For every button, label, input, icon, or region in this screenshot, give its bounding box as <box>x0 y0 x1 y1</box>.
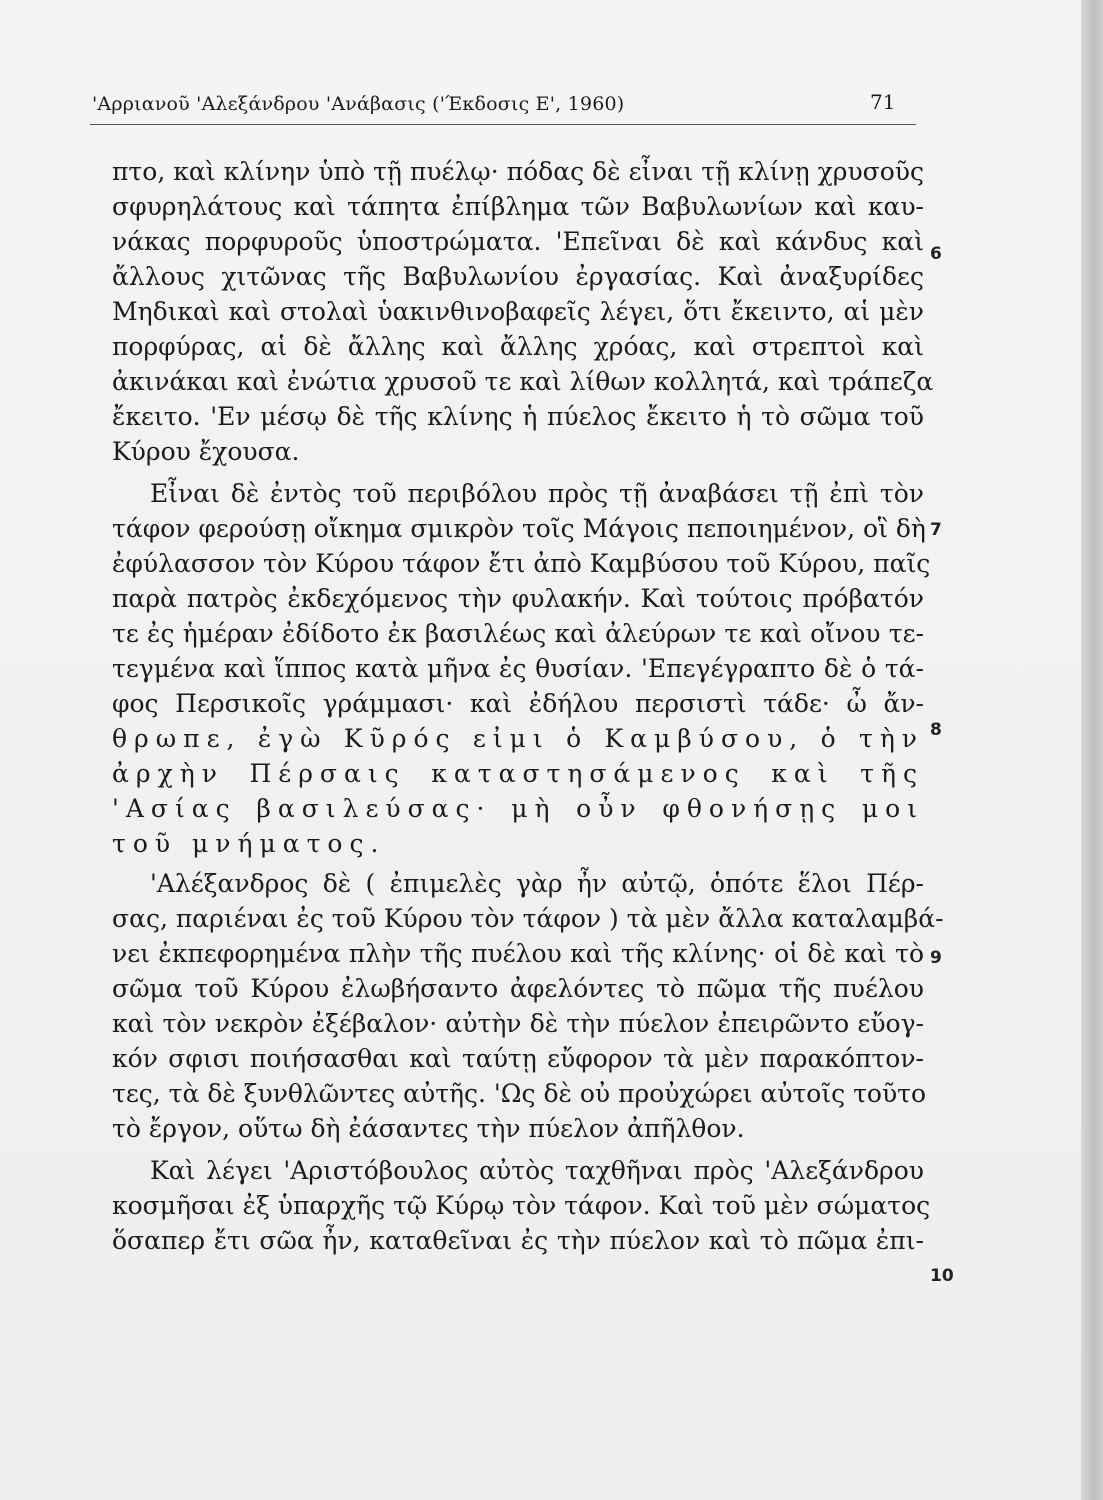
text-line: 'Αλέξανδρος δὲ ( ἐπιμελὲς γὰρ ἦν αὐτῷ, ὁπότε ἕλοι Πέρ- <box>150 869 924 898</box>
text-line: πορφύρας, αἱ δὲ ἄλλης καὶ ἄλλης χρόας, καὶ στρεπτοὶ καὶ <box>112 332 924 361</box>
text-line: τοῦ μνήματος. <box>112 829 386 858</box>
text-line: Εἶναι δὲ ἐντὸς τοῦ περιβόλου πρὸς τῇ ἀναβάσει τῇ ἐπὶ τὸν <box>150 479 924 508</box>
text-line: ὅσαπερ ἔτι σῶα ἦν, καταθεῖναι ἐς τὴν πύελον καὶ τὸ πῶμα ἐπι- <box>112 1226 924 1255</box>
section-number: 6 <box>930 244 942 264</box>
text-line: Κύρου ἔχουσα. <box>112 437 300 466</box>
text-line: πτο, καὶ κλίνην ὑπὸ τῇ πυέλῳ· πόδας δὲ εἶναι τῇ κλίνῃ χρυσοῦς <box>112 157 924 186</box>
text-line: νει ἐκπεφορημένα πλὴν τῆς πυέλου καὶ τῆς κλίνης· οἱ δὲ καὶ τὸ <box>112 939 924 968</box>
text-line: Καὶ λέγει 'Αριστόβουλος αὐτὸς ταχθῆναι πρὸς 'Αλεξάνδρου <box>150 1156 924 1185</box>
text-line: 'Ασίας βασιλεύσας· μὴ οὖν φθονήσῃς μοι <box>112 794 924 823</box>
section-number: 7 <box>930 520 942 540</box>
text-line: φος Περσικοῖς γράμμασι· καὶ ἐδήλου περσιστὶ τάδε· ὦ ἄν- <box>112 689 924 718</box>
text-line: ἀκινάκαι καὶ ἐνώτια χρυσοῦ τε καὶ λίθων κολλητά, καὶ τράπεζα <box>112 367 934 396</box>
text-line: σῶμα τοῦ Κύρου ἐλωβήσαντο ἀφελόντες τὸ πῶμα τῆς πυέλου <box>112 974 924 1003</box>
text-line: ἔκειτο. 'Εν μέσῳ δὲ τῆς κλίνης ἡ πύελος ἔκειτο ἡ τὸ σῶμα τοῦ <box>112 402 924 431</box>
text-line: ἐφύλασσον τὸν Κύρου τάφον ἔτι ἀπὸ Καμβύσου τοῦ Κύρου, παῖς <box>112 549 931 578</box>
text-line: νάκας πορφυροῦς ὑποστρώματα. 'Επεῖναι δὲ καὶ κάνδυς καὶ <box>112 227 924 256</box>
text-line: κοσμῆσαι ἐξ ὑπαρχῆς τῷ Κύρῳ τὸν τάφον. Καὶ τοῦ μὲν σώματος <box>112 1191 931 1220</box>
section-number: 9 <box>930 948 942 968</box>
header-rule <box>90 124 916 125</box>
text-line: καὶ τὸν νεκρὸν ἐξέβαλον· αὐτὴν δὲ τὴν πύελον ἐπειρῶντο εὔογ- <box>112 1009 924 1038</box>
text-line: κόν σφισι ποιήσασθαι καὶ ταύτῃ εὔφορον τὰ μὲν παρακόπτον- <box>112 1044 924 1073</box>
text-line: τες, τὰ δὲ ξυνθλῶντες αὐτῆς. 'Ως δὲ οὐ προὐχώρει αὐτοῖς τοῦτο <box>112 1079 927 1108</box>
text-line: τε ἐς ἡμέραν ἐδίδοτο ἐκ βασιλέως καὶ ἀλεύρων τε καὶ οἴνου τε- <box>112 619 924 648</box>
text-line: σφυρηλάτους καὶ τάπητα ἐπίβλημα τῶν Βαβυλωνίων καὶ καυ- <box>112 192 924 221</box>
text-line: ἀρχὴν Πέρσαις καταστησάμενος καὶ τῆς <box>112 759 924 788</box>
section-number: 8 <box>930 720 942 740</box>
running-title: 'Αρριανοῦ 'Αλεξάνδρου 'Ανάβασις ('Έκδοσις Ε', 1960) <box>92 93 625 115</box>
text-line: τεγμένα καὶ ἵππος κατὰ μῆνα ἐς θυσίαν. 'Επεγέγραπτο δὲ ὁ τά- <box>112 654 924 683</box>
page-edge-shadow <box>1081 0 1103 1500</box>
text-line: τὸ ἔργον, οὕτω δὴ ἐάσαντες τὴν πύελον ἀπῆλθον. <box>112 1114 745 1143</box>
text-line: σας, παριέναι ἐς τοῦ Κύρου τὸν τάφον ) τὰ μὲν ἄλλα καταλαμβά- <box>112 904 944 933</box>
page-number: 71 <box>870 90 896 114</box>
text-line: ἄλλους χιτῶνας τῆς Βαβυλωνίου ἐργασίας. Καὶ ἀναξυρίδες <box>112 262 924 291</box>
text-line: θρωπε, ἐγὼ Κῦρός εἰμι ὁ Καμβύσου, ὁ τὴν <box>112 724 924 753</box>
section-number: 10 <box>930 1266 954 1286</box>
text-line: τάφον φερούσῃ οἴκημα σμικρὸν τοῖς Μάγοις πεποιημένον, οἳ δὴ <box>112 514 926 543</box>
text-line: παρὰ πατρὸς ἐκδεχόμενος τὴν φυλακήν. Καὶ τούτοις πρόβατόν <box>112 584 924 613</box>
text-line: Μηδικαὶ καὶ στολαὶ ὑακινθινοβαφεῖς λέγει, ὅτι ἔκειντο, αἱ μὲν <box>112 297 924 326</box>
